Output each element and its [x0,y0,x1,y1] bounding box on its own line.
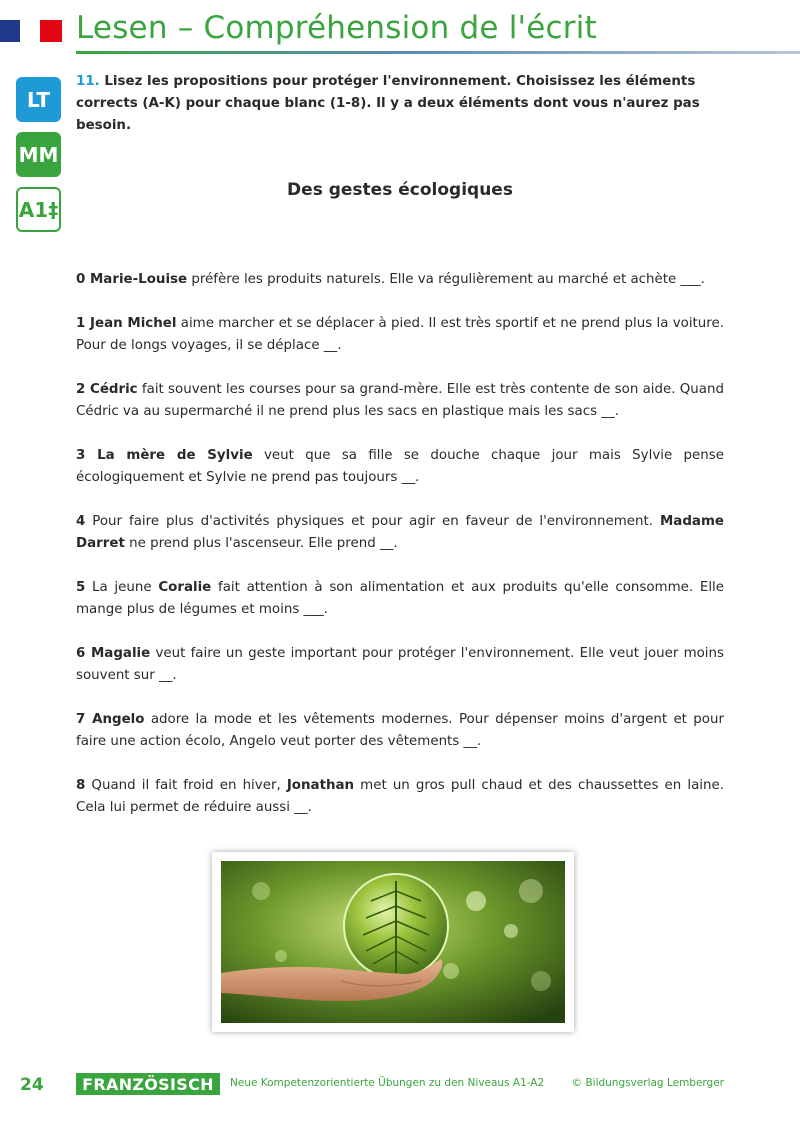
exercise-item-6 [76,643,724,687]
exercise-item-4 [76,511,724,555]
exercise-item-8 [76,775,724,819]
item-text: Pour faire plus d'activités physiques et pour agir en faveur de l'environnement. [85,514,660,529]
item-text: Quand il fait froid en hiver, [85,778,287,793]
flag-red-square [40,20,62,42]
exercise-number: 11. [76,74,100,89]
item-lead-name: Coralie [158,580,212,595]
item-text: préfère les produits naturels. Elle va régulièrement au marché et achète ___. [187,272,705,287]
item-text: La jeune [85,580,159,595]
item-text-rest: ne prend plus l'ascenseur. Elle prend __. [124,536,398,551]
item-text: aime marcher et se déplacer à pied. Il est très sportif et ne prend plus la voiture. Pour de longs voyages, il se déplace __. [76,316,724,353]
level-badge-mm: MM [16,132,61,177]
item-lead-name: Jonathan [286,778,355,793]
item-lead: 5 [76,580,86,595]
subject-label: FRANZÖSISCH [76,1073,220,1095]
footer-description: Neue Kompetenzorientierte Übungen zu den Niveaus A1-A2 [230,1077,545,1089]
level-badge-lt: LT [16,77,61,122]
item-lead: 0 Marie-Louise [76,272,188,287]
exercise-item-3 [76,445,724,489]
level-badge-a1: A1‡ [16,187,61,232]
item-lead-name: Madame Darret [76,514,724,551]
item-lead: 6 Magalie [76,646,151,661]
item-text: fait souvent les courses pour sa grand-mère. Elle est très contente de son aide. Quand Cédric va au supermarché il ne prend plus les sacs en plastique mais les sacs __. [76,382,724,419]
exercise-item-7 [76,709,724,753]
item-lead: 8 [76,778,86,793]
exercise-item-2 [76,379,724,423]
flag-blue-square [0,20,20,42]
item-text: veut que sa fille se douche chaque jour mais Sylvie pense écologiquement et Sylvie ne prend pas toujours __. [76,448,724,485]
item-lead: 2 Cédric [76,382,138,397]
exercise-instruction-text: Lisez les propositions pour protéger l'environnement. Choisissez les éléments corrects (A-K) pour chaque blanc (1-8). Il y a deux éléments dont vous n'aurez pas besoin. [76,74,700,133]
item-text: veut faire un geste important pour protéger l'environnement. Elle veut jouer moins souvent sur __. [76,646,724,683]
item-lead: 1 Jean Michel [76,316,177,331]
page-number: 24 [20,1075,44,1095]
hand-holding-globe-image [221,861,565,1023]
exercise-item-5 [76,577,724,621]
eco-photo-frame [212,852,574,1032]
footer-copyright: © Bildungsverlag Lemberger [571,1077,724,1089]
item-lead: 3 La mère de Sylvie [76,448,253,463]
exercise-instruction [76,71,724,137]
item-text-rest: met un gros pull chaud et des chaussettes en laine. Cela lui permet de réduire aussi __. [76,778,724,815]
item-lead: 4 [76,514,86,529]
exercise-item-0 [76,269,724,291]
item-text: adore la mode et les vêtements modernes. Pour dépenser moins d'argent et pour faire une action écolo, Angelo veut porter des vêtements __. [76,712,724,749]
exercise-title: Des gestes écologiques [287,180,513,200]
item-lead: 7 Angelo [76,712,145,727]
item-text-rest: fait attention à son alimentation et aux produits qu'elle consomme. Elle mange plus de légumes et moins ___. [76,580,724,617]
header-divider [76,51,800,54]
page-header-title: Lesen – Compréhension de l'écrit [76,10,597,46]
exercise-item-1 [76,313,724,357]
